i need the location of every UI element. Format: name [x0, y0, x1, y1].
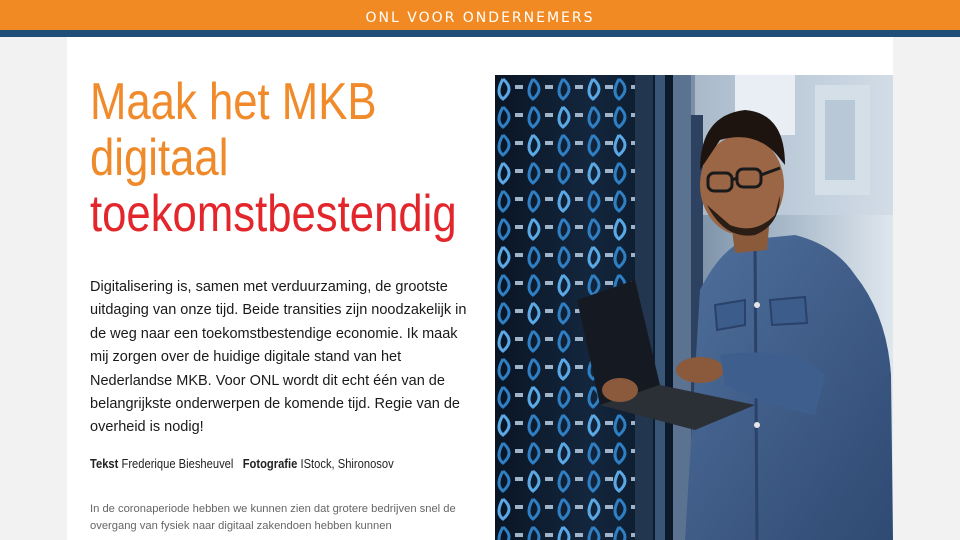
article-headline: [90, 73, 457, 243]
publication-title: ONL VOOR ONDERNEMERS: [365, 10, 595, 26]
blue-divider-strip: [0, 30, 960, 37]
headline-line-2: digitaal: [90, 129, 229, 187]
article-lead-paragraph: In de coronaperiode hebben we kunnen zien dat grotere bedrijven snel de overgang van fysiek naar digitaal zakendoen hebben kunnen: [90, 503, 456, 532]
article-intro: Digitalisering is, samen met verduurzaming, de grootste uitdaging van onze tijd. Beide transities zijn noodzakelijk in de weg naar een toekomstbestendige economie. Ik maak mij zorgen over de huidige digitale stand van het Nederlandse MKB. Voor ONL wordt dit echt één van de belangrijkste onderwerpen de komende tijd. Regie van de overheid is nodig!: [90, 279, 467, 436]
article-credits: [90, 456, 434, 471]
headline-line-3: toekomstbestendig: [90, 185, 457, 243]
credit-photo-value: IStock, Shironosov: [300, 456, 394, 471]
credit-text-value: Frederique Biesheuvel: [121, 456, 234, 471]
server-room-photo: [495, 75, 893, 540]
article-photo: [495, 75, 893, 540]
credit-photo-label: Fotografie: [242, 456, 298, 471]
headline-line-1: Maak het MKB: [90, 73, 377, 131]
credit-text-label: Tekst: [90, 456, 119, 471]
top-banner: [0, 0, 960, 30]
